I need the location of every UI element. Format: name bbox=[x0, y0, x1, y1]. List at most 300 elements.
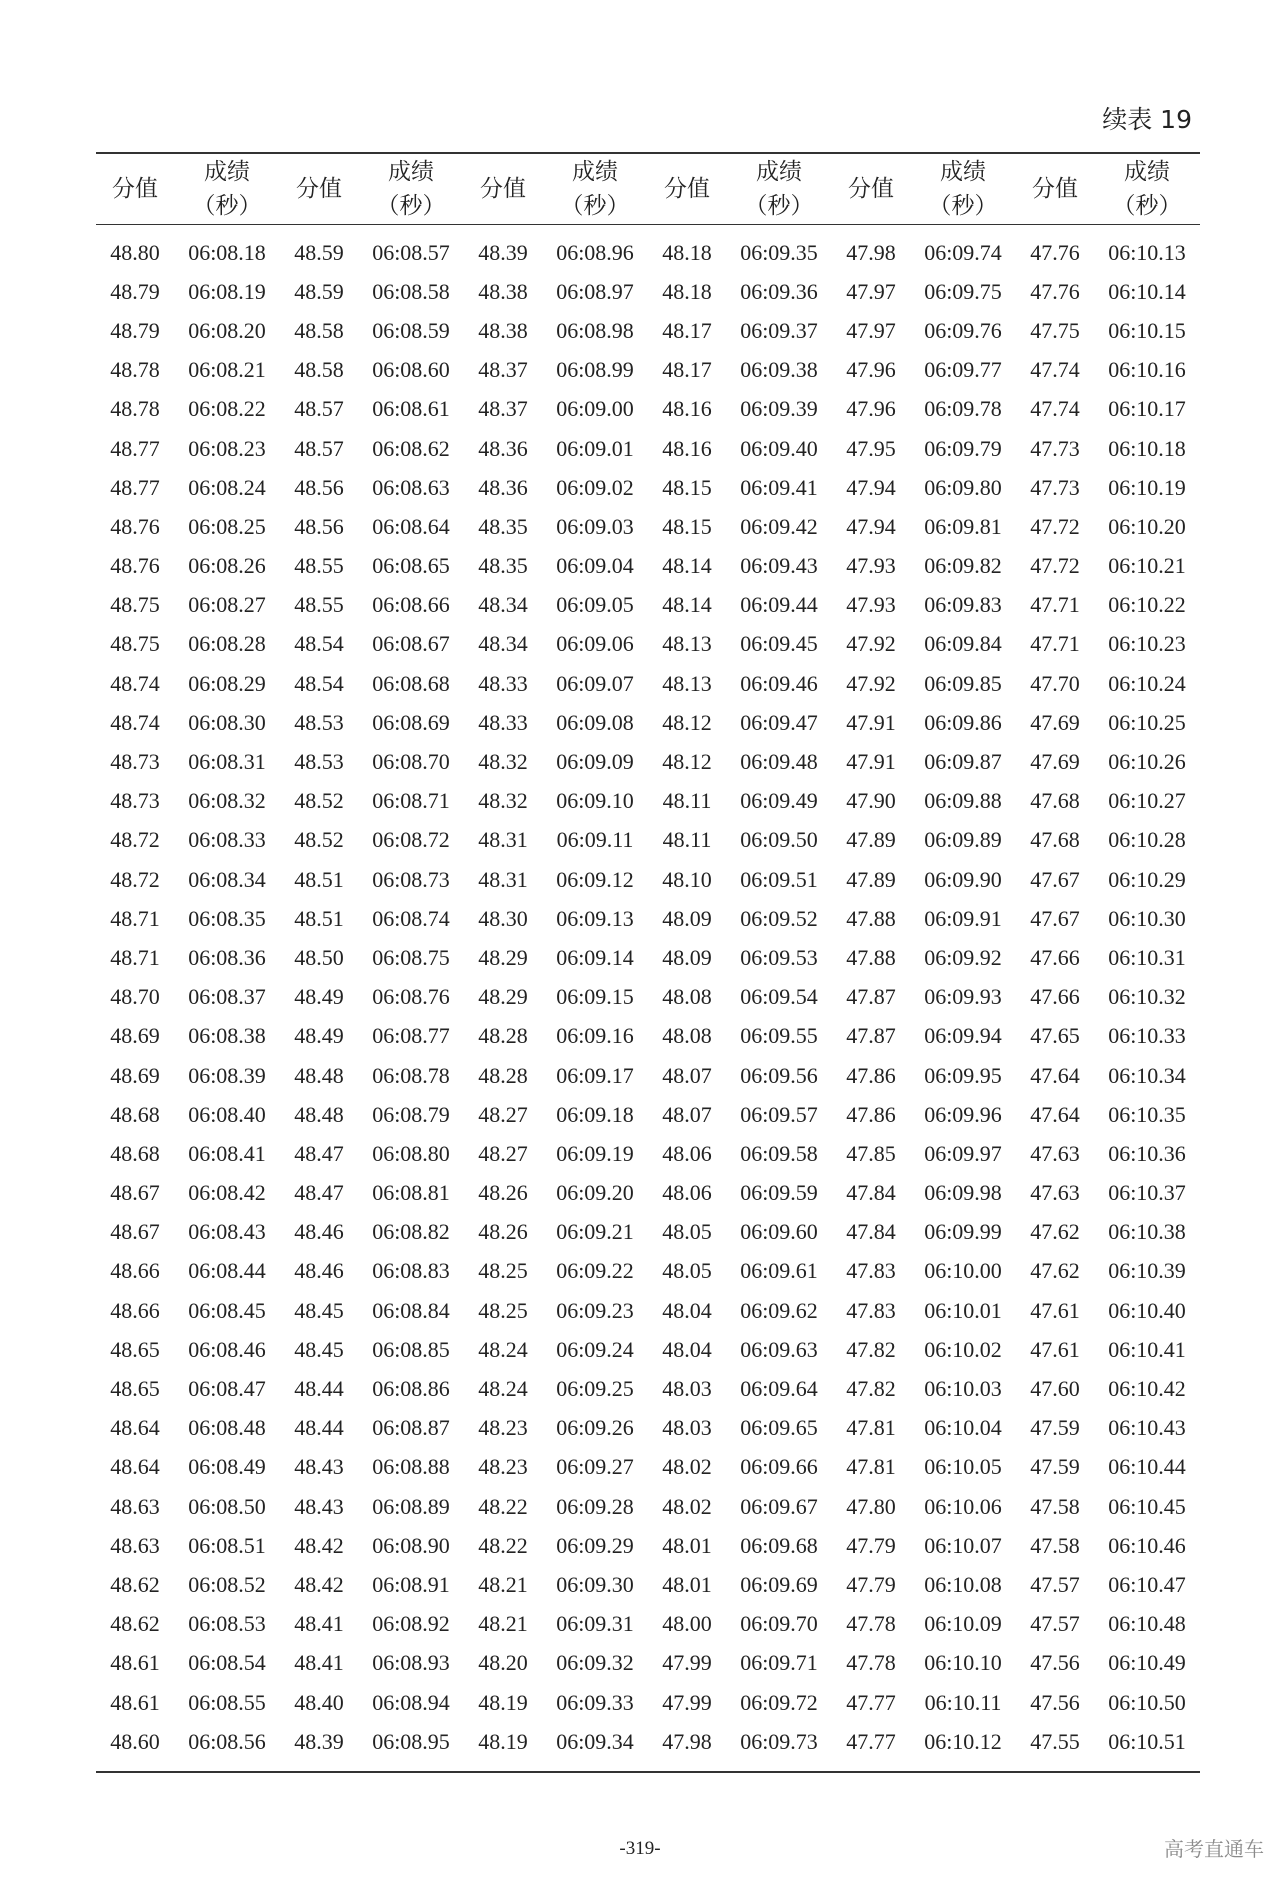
time-cell: 06:08.65 bbox=[372, 553, 450, 579]
score-cell: 48.03 bbox=[662, 1415, 712, 1441]
score-cell: 47.98 bbox=[662, 1728, 712, 1754]
time-cell: 06:09.60 bbox=[740, 1219, 818, 1245]
time-cell: 06:09.39 bbox=[740, 396, 818, 422]
score-cell: 48.32 bbox=[478, 788, 528, 814]
time-cell: 06:09.55 bbox=[740, 1023, 818, 1049]
time-cell: 06:08.71 bbox=[372, 788, 450, 814]
table-row bbox=[96, 1409, 1200, 1448]
time-cell: 06:09.10 bbox=[556, 788, 634, 814]
score-cell: 47.73 bbox=[1030, 474, 1080, 500]
time-cell: 06:09.49 bbox=[740, 788, 818, 814]
score-cell: 48.74 bbox=[110, 709, 160, 735]
time-cell: 06:08.73 bbox=[372, 866, 450, 892]
time-cell: 06:09.28 bbox=[556, 1493, 634, 1519]
score-cell: 48.19 bbox=[478, 1689, 528, 1715]
time-cell: 06:10.37 bbox=[1108, 1180, 1186, 1206]
time-cell: 06:09.03 bbox=[556, 513, 634, 539]
time-cell: 06:10.13 bbox=[1108, 239, 1186, 265]
time-cell: 06:09.93 bbox=[924, 984, 1002, 1010]
time-cell: 06:09.31 bbox=[556, 1611, 634, 1637]
time-cell: 06:09.87 bbox=[924, 749, 1002, 775]
time-cell: 06:08.54 bbox=[188, 1650, 266, 1676]
time-cell: 06:09.80 bbox=[924, 474, 1002, 500]
time-cell: 06:09.52 bbox=[740, 905, 818, 931]
time-cell: 06:08.32 bbox=[188, 788, 266, 814]
score-cell: 48.78 bbox=[110, 396, 160, 422]
score-cell: 48.11 bbox=[662, 827, 712, 853]
time-cell: 06:09.07 bbox=[556, 670, 634, 696]
time-cell: 06:09.89 bbox=[924, 827, 1002, 853]
score-cell: 47.55 bbox=[1030, 1728, 1080, 1754]
time-cell: 06:09.00 bbox=[556, 396, 634, 422]
time-cell: 06:08.93 bbox=[372, 1650, 450, 1676]
score-cell: 47.79 bbox=[846, 1532, 896, 1558]
time-cell: 06:10.07 bbox=[924, 1532, 1002, 1558]
time-cell: 06:09.25 bbox=[556, 1376, 634, 1402]
score-cell: 47.56 bbox=[1030, 1650, 1080, 1676]
header-result bbox=[1094, 153, 1200, 225]
time-cell: 06:08.92 bbox=[372, 1611, 450, 1637]
score-cell: 47.78 bbox=[846, 1650, 896, 1676]
table-row bbox=[96, 351, 1200, 390]
time-cell: 06:10.14 bbox=[1108, 278, 1186, 304]
time-cell: 06:09.91 bbox=[924, 905, 1002, 931]
time-cell: 06:10.03 bbox=[924, 1376, 1002, 1402]
header-result-label: 成绩 bbox=[388, 159, 434, 185]
score-cell: 48.24 bbox=[478, 1376, 528, 1402]
header-score: 分值 bbox=[848, 176, 894, 202]
time-cell: 06:10.47 bbox=[1108, 1571, 1186, 1597]
header-result bbox=[542, 153, 648, 225]
time-cell: 06:09.65 bbox=[740, 1415, 818, 1441]
score-cell: 48.04 bbox=[662, 1297, 712, 1323]
time-cell: 06:09.27 bbox=[556, 1454, 634, 1480]
score-cell: 48.26 bbox=[478, 1219, 528, 1245]
time-cell: 06:10.18 bbox=[1108, 435, 1186, 461]
score-cell: 48.79 bbox=[110, 278, 160, 304]
score-cell: 47.63 bbox=[1030, 1180, 1080, 1206]
score-cell: 48.02 bbox=[662, 1454, 712, 1480]
time-cell: 06:08.22 bbox=[188, 396, 266, 422]
score-cell: 48.73 bbox=[110, 749, 160, 775]
score-cell: 47.93 bbox=[846, 553, 896, 579]
score-cell: 47.63 bbox=[1030, 1140, 1080, 1166]
score-cell: 48.33 bbox=[478, 709, 528, 735]
score-cell: 48.08 bbox=[662, 1023, 712, 1049]
watermark: 高考直通车 bbox=[1164, 1837, 1264, 1861]
time-cell: 06:08.56 bbox=[188, 1728, 266, 1754]
time-cell: 06:09.67 bbox=[740, 1493, 818, 1519]
score-cell: 48.56 bbox=[294, 474, 344, 500]
time-cell: 06:10.22 bbox=[1108, 592, 1186, 618]
time-cell: 06:09.13 bbox=[556, 905, 634, 931]
time-cell: 06:08.63 bbox=[372, 474, 450, 500]
score-cell: 48.44 bbox=[294, 1376, 344, 1402]
time-cell: 06:09.75 bbox=[924, 278, 1002, 304]
score-cell: 47.60 bbox=[1030, 1376, 1080, 1402]
time-cell: 06:09.50 bbox=[740, 827, 818, 853]
time-cell: 06:09.66 bbox=[740, 1454, 818, 1480]
table-row bbox=[96, 586, 1200, 625]
score-cell: 48.54 bbox=[294, 670, 344, 696]
score-cell: 48.28 bbox=[478, 1023, 528, 1049]
score-cell: 48.65 bbox=[110, 1336, 160, 1362]
score-cell: 48.58 bbox=[294, 317, 344, 343]
table-row bbox=[96, 664, 1200, 703]
time-cell: 06:10.09 bbox=[924, 1611, 1002, 1637]
time-cell: 06:08.53 bbox=[188, 1611, 266, 1637]
time-cell: 06:10.32 bbox=[1108, 984, 1186, 1010]
time-cell: 06:09.64 bbox=[740, 1376, 818, 1402]
time-cell: 06:08.81 bbox=[372, 1180, 450, 1206]
time-cell: 06:10.08 bbox=[924, 1571, 1002, 1597]
time-cell: 06:08.91 bbox=[372, 1571, 450, 1597]
score-cell: 47.88 bbox=[846, 944, 896, 970]
score-cell: 48.71 bbox=[110, 944, 160, 970]
time-cell: 06:08.28 bbox=[188, 631, 266, 657]
score-cell: 48.20 bbox=[478, 1650, 528, 1676]
score-cell: 48.07 bbox=[662, 1062, 712, 1088]
time-cell: 06:10.39 bbox=[1108, 1258, 1186, 1284]
score-cell: 48.12 bbox=[662, 709, 712, 735]
score-cell: 47.91 bbox=[846, 709, 896, 735]
score-cell: 47.59 bbox=[1030, 1415, 1080, 1441]
time-cell: 06:08.25 bbox=[188, 513, 266, 539]
table-row bbox=[96, 1644, 1200, 1683]
score-cell: 48.38 bbox=[478, 278, 528, 304]
score-cell: 48.11 bbox=[662, 788, 712, 814]
time-cell: 06:09.62 bbox=[740, 1297, 818, 1323]
header-result-unit: （秒） bbox=[744, 193, 814, 219]
score-cell: 47.82 bbox=[846, 1376, 896, 1402]
time-cell: 06:08.60 bbox=[372, 357, 450, 383]
score-cell: 47.59 bbox=[1030, 1454, 1080, 1480]
score-cell: 47.89 bbox=[846, 866, 896, 892]
score-cell: 48.36 bbox=[478, 435, 528, 461]
time-cell: 06:08.68 bbox=[372, 670, 450, 696]
score-cell: 48.67 bbox=[110, 1219, 160, 1245]
time-cell: 06:10.20 bbox=[1108, 513, 1186, 539]
score-cell: 47.92 bbox=[846, 631, 896, 657]
time-cell: 06:09.94 bbox=[924, 1023, 1002, 1049]
score-cell: 48.59 bbox=[294, 239, 344, 265]
score-cell: 48.46 bbox=[294, 1219, 344, 1245]
header-result-label: 成绩 bbox=[756, 159, 802, 185]
score-cell: 48.70 bbox=[110, 984, 160, 1010]
score-cell: 48.57 bbox=[294, 435, 344, 461]
score-cell: 48.10 bbox=[662, 866, 712, 892]
score-cell: 48.49 bbox=[294, 984, 344, 1010]
score-cell: 47.74 bbox=[1030, 396, 1080, 422]
time-cell: 06:09.30 bbox=[556, 1571, 634, 1597]
time-cell: 06:10.31 bbox=[1108, 944, 1186, 970]
score-cell: 48.35 bbox=[478, 513, 528, 539]
time-cell: 06:09.77 bbox=[924, 357, 1002, 383]
time-cell: 06:09.18 bbox=[556, 1101, 634, 1127]
score-cell: 47.83 bbox=[846, 1258, 896, 1284]
time-cell: 06:10.25 bbox=[1108, 709, 1186, 735]
score-cell: 47.76 bbox=[1030, 239, 1080, 265]
score-cell: 47.78 bbox=[846, 1611, 896, 1637]
table-row bbox=[96, 860, 1200, 899]
time-cell: 06:08.95 bbox=[372, 1728, 450, 1754]
score-cell: 47.68 bbox=[1030, 827, 1080, 853]
time-cell: 06:09.73 bbox=[740, 1728, 818, 1754]
score-cell: 48.68 bbox=[110, 1140, 160, 1166]
header-score: 分值 bbox=[296, 176, 342, 202]
score-cell: 48.47 bbox=[294, 1180, 344, 1206]
score-cell: 47.94 bbox=[846, 474, 896, 500]
score-cell: 48.16 bbox=[662, 435, 712, 461]
table-row bbox=[96, 1565, 1200, 1604]
table-row bbox=[96, 429, 1200, 468]
score-cell: 48.34 bbox=[478, 592, 528, 618]
score-cell: 48.58 bbox=[294, 357, 344, 383]
score-cell: 48.65 bbox=[110, 1376, 160, 1402]
score-cell: 47.61 bbox=[1030, 1297, 1080, 1323]
time-cell: 06:08.66 bbox=[372, 592, 450, 618]
score-cell: 48.41 bbox=[294, 1611, 344, 1637]
time-cell: 06:10.35 bbox=[1108, 1101, 1186, 1127]
score-cell: 48.66 bbox=[110, 1258, 160, 1284]
time-cell: 06:09.15 bbox=[556, 984, 634, 1010]
time-cell: 06:08.58 bbox=[372, 278, 450, 304]
time-cell: 06:08.84 bbox=[372, 1297, 450, 1323]
time-cell: 06:09.12 bbox=[556, 866, 634, 892]
score-cell: 48.48 bbox=[294, 1062, 344, 1088]
table-row bbox=[96, 742, 1200, 781]
table-row bbox=[96, 1526, 1200, 1565]
time-cell: 06:09.95 bbox=[924, 1062, 1002, 1088]
time-cell: 06:08.26 bbox=[188, 553, 266, 579]
time-cell: 06:08.98 bbox=[556, 317, 634, 343]
table-row bbox=[96, 1330, 1200, 1369]
score-cell: 48.37 bbox=[478, 357, 528, 383]
score-cell: 47.69 bbox=[1030, 709, 1080, 735]
header-result-unit: （秒） bbox=[560, 193, 630, 219]
score-cell: 48.78 bbox=[110, 357, 160, 383]
score-cell: 48.77 bbox=[110, 474, 160, 500]
table-row bbox=[96, 1487, 1200, 1526]
score-cell: 48.50 bbox=[294, 944, 344, 970]
table-row bbox=[96, 390, 1200, 429]
score-cell: 47.80 bbox=[846, 1493, 896, 1519]
score-cell: 48.71 bbox=[110, 905, 160, 931]
time-cell: 06:09.01 bbox=[556, 435, 634, 461]
table-row bbox=[96, 1448, 1200, 1487]
score-cell: 48.29 bbox=[478, 984, 528, 1010]
header-result bbox=[174, 153, 280, 225]
score-cell: 47.96 bbox=[846, 357, 896, 383]
time-cell: 06:09.41 bbox=[740, 474, 818, 500]
table-row bbox=[96, 1291, 1200, 1330]
time-cell: 06:10.34 bbox=[1108, 1062, 1186, 1088]
time-cell: 06:09.69 bbox=[740, 1571, 818, 1597]
score-cell: 47.84 bbox=[846, 1180, 896, 1206]
score-cell: 48.46 bbox=[294, 1258, 344, 1284]
score-cell: 48.29 bbox=[478, 944, 528, 970]
time-cell: 06:08.31 bbox=[188, 749, 266, 775]
score-cell: 48.16 bbox=[662, 396, 712, 422]
time-cell: 06:09.11 bbox=[556, 827, 634, 853]
score-cell: 48.52 bbox=[294, 827, 344, 853]
score-cell: 47.85 bbox=[846, 1140, 896, 1166]
score-cell: 48.21 bbox=[478, 1611, 528, 1637]
score-cell: 47.66 bbox=[1030, 944, 1080, 970]
score-cell: 48.42 bbox=[294, 1571, 344, 1597]
score-cell: 48.06 bbox=[662, 1140, 712, 1166]
score-cell: 48.39 bbox=[478, 239, 528, 265]
time-cell: 06:09.37 bbox=[740, 317, 818, 343]
time-cell: 06:08.86 bbox=[372, 1376, 450, 1402]
time-cell: 06:08.59 bbox=[372, 317, 450, 343]
score-cell: 48.38 bbox=[478, 317, 528, 343]
score-cell: 47.86 bbox=[846, 1101, 896, 1127]
score-cell: 47.81 bbox=[846, 1415, 896, 1441]
score-cell: 48.43 bbox=[294, 1493, 344, 1519]
score-cell: 48.55 bbox=[294, 592, 344, 618]
score-cell: 48.40 bbox=[294, 1689, 344, 1715]
score-cell: 47.82 bbox=[846, 1336, 896, 1362]
table-row bbox=[96, 1017, 1200, 1056]
score-cell: 48.61 bbox=[110, 1689, 160, 1715]
score-cell: 48.21 bbox=[478, 1571, 528, 1597]
score-cell: 47.95 bbox=[846, 435, 896, 461]
time-cell: 06:09.40 bbox=[740, 435, 818, 461]
time-cell: 06:08.18 bbox=[188, 239, 266, 265]
time-cell: 06:09.21 bbox=[556, 1219, 634, 1245]
time-cell: 06:10.04 bbox=[924, 1415, 1002, 1441]
time-cell: 06:08.70 bbox=[372, 749, 450, 775]
time-cell: 06:09.99 bbox=[924, 1219, 1002, 1245]
time-cell: 06:09.47 bbox=[740, 709, 818, 735]
score-cell: 47.62 bbox=[1030, 1219, 1080, 1245]
score-cell: 48.27 bbox=[478, 1140, 528, 1166]
time-cell: 06:10.02 bbox=[924, 1336, 1002, 1362]
time-cell: 06:09.96 bbox=[924, 1101, 1002, 1127]
score-cell: 48.61 bbox=[110, 1650, 160, 1676]
time-cell: 06:10.49 bbox=[1108, 1650, 1186, 1676]
time-cell: 06:10.23 bbox=[1108, 631, 1186, 657]
time-cell: 06:09.59 bbox=[740, 1180, 818, 1206]
score-cell: 48.25 bbox=[478, 1258, 528, 1284]
score-cell: 48.37 bbox=[478, 396, 528, 422]
score-cell: 48.45 bbox=[294, 1297, 344, 1323]
time-cell: 06:09.45 bbox=[740, 631, 818, 657]
table-header-row bbox=[96, 153, 1200, 225]
time-cell: 06:10.46 bbox=[1108, 1532, 1186, 1558]
time-cell: 06:08.43 bbox=[188, 1219, 266, 1245]
time-cell: 06:10.05 bbox=[924, 1454, 1002, 1480]
time-cell: 06:10.29 bbox=[1108, 866, 1186, 892]
score-cell: 48.19 bbox=[478, 1728, 528, 1754]
table-row bbox=[96, 225, 1200, 273]
score-cell: 48.17 bbox=[662, 357, 712, 383]
time-cell: 06:09.78 bbox=[924, 396, 1002, 422]
time-cell: 06:09.83 bbox=[924, 592, 1002, 618]
header-score: 分值 bbox=[664, 176, 710, 202]
time-cell: 06:08.38 bbox=[188, 1023, 266, 1049]
time-cell: 06:10.15 bbox=[1108, 317, 1186, 343]
page-number: -319- bbox=[619, 1838, 661, 1859]
time-cell: 06:08.72 bbox=[372, 827, 450, 853]
time-cell: 06:08.61 bbox=[372, 396, 450, 422]
score-cell: 47.70 bbox=[1030, 670, 1080, 696]
time-cell: 06:10.27 bbox=[1108, 788, 1186, 814]
time-cell: 06:08.51 bbox=[188, 1532, 266, 1558]
score-cell: 47.57 bbox=[1030, 1611, 1080, 1637]
time-cell: 06:10.12 bbox=[924, 1728, 1002, 1754]
score-cell: 47.62 bbox=[1030, 1258, 1080, 1284]
time-cell: 06:08.35 bbox=[188, 905, 266, 931]
score-cell: 48.72 bbox=[110, 866, 160, 892]
score-cell: 48.41 bbox=[294, 1650, 344, 1676]
score-cell: 48.48 bbox=[294, 1101, 344, 1127]
header-result-unit: （秒） bbox=[1112, 193, 1182, 219]
score-cell: 48.31 bbox=[478, 827, 528, 853]
score-cell: 48.06 bbox=[662, 1180, 712, 1206]
time-cell: 06:09.54 bbox=[740, 984, 818, 1010]
time-cell: 06:10.00 bbox=[924, 1258, 1002, 1284]
score-cell: 48.73 bbox=[110, 788, 160, 814]
time-cell: 06:09.53 bbox=[740, 944, 818, 970]
table-row bbox=[96, 468, 1200, 507]
time-cell: 06:08.85 bbox=[372, 1336, 450, 1362]
time-cell: 06:09.42 bbox=[740, 513, 818, 539]
table-row bbox=[96, 1095, 1200, 1134]
header-score: 分值 bbox=[480, 176, 526, 202]
time-cell: 06:08.57 bbox=[372, 239, 450, 265]
score-cell: 47.74 bbox=[1030, 357, 1080, 383]
header-result-label: 成绩 bbox=[940, 159, 986, 185]
time-cell: 06:09.84 bbox=[924, 631, 1002, 657]
time-cell: 06:08.48 bbox=[188, 1415, 266, 1441]
score-cell: 47.91 bbox=[846, 749, 896, 775]
table-row bbox=[96, 1213, 1200, 1252]
score-cell: 48.67 bbox=[110, 1180, 160, 1206]
score-cell: 47.58 bbox=[1030, 1532, 1080, 1558]
time-cell: 06:08.42 bbox=[188, 1180, 266, 1206]
time-cell: 06:09.74 bbox=[924, 239, 1002, 265]
time-cell: 06:08.41 bbox=[188, 1140, 266, 1166]
score-cell: 47.73 bbox=[1030, 435, 1080, 461]
score-cell: 47.93 bbox=[846, 592, 896, 618]
table-row bbox=[96, 507, 1200, 546]
score-cell: 47.75 bbox=[1030, 317, 1080, 343]
table-row bbox=[96, 938, 1200, 977]
time-cell: 06:09.82 bbox=[924, 553, 1002, 579]
table-body bbox=[96, 225, 1200, 1773]
time-cell: 06:09.29 bbox=[556, 1532, 634, 1558]
time-cell: 06:09.56 bbox=[740, 1062, 818, 1088]
time-cell: 06:09.20 bbox=[556, 1180, 634, 1206]
score-cell: 48.39 bbox=[294, 1728, 344, 1754]
score-cell: 47.83 bbox=[846, 1297, 896, 1323]
score-cell: 48.72 bbox=[110, 827, 160, 853]
score-cell: 48.22 bbox=[478, 1493, 528, 1519]
score-cell: 48.28 bbox=[478, 1062, 528, 1088]
score-cell: 48.05 bbox=[662, 1258, 712, 1284]
time-cell: 06:08.47 bbox=[188, 1376, 266, 1402]
time-cell: 06:09.88 bbox=[924, 788, 1002, 814]
score-cell: 48.47 bbox=[294, 1140, 344, 1166]
score-cell: 47.97 bbox=[846, 278, 896, 304]
time-cell: 06:10.42 bbox=[1108, 1376, 1186, 1402]
table-row bbox=[96, 1252, 1200, 1291]
time-cell: 06:08.21 bbox=[188, 357, 266, 383]
time-cell: 06:09.61 bbox=[740, 1258, 818, 1284]
score-cell: 47.61 bbox=[1030, 1336, 1080, 1362]
